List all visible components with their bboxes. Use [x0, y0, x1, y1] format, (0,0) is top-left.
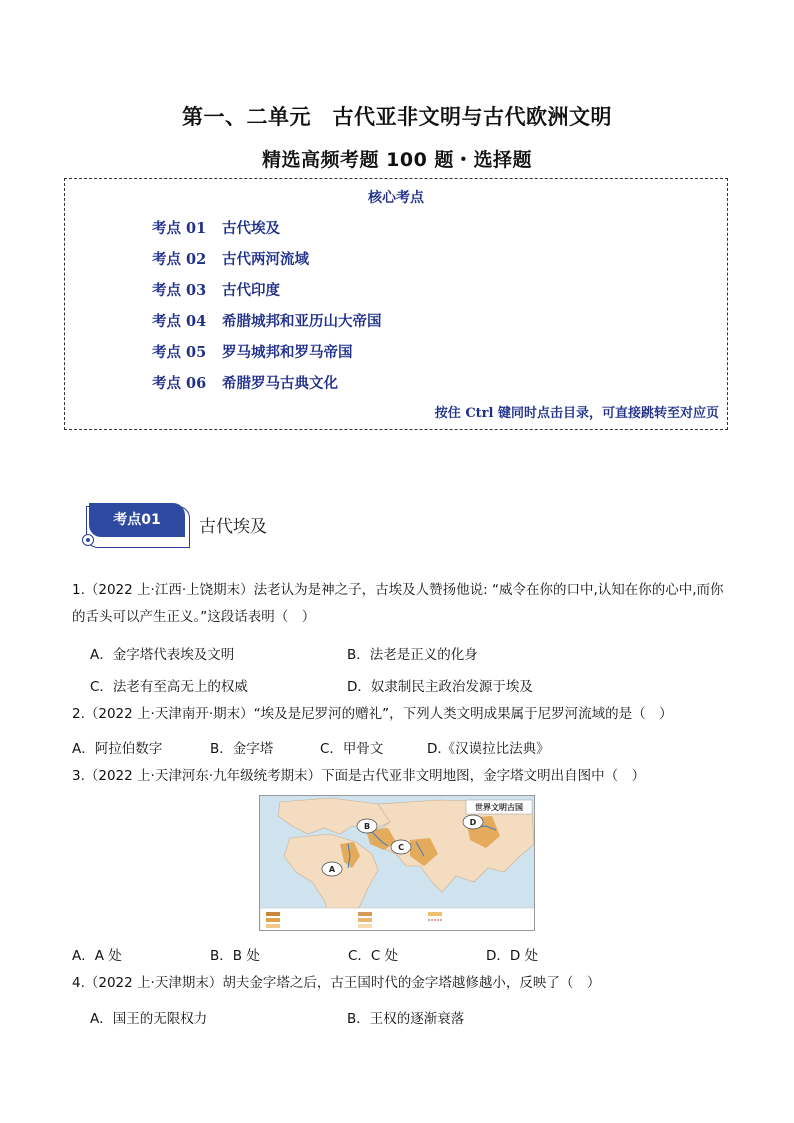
- q2-option-a[interactable]: A．阿拉伯数字: [72, 741, 163, 757]
- toc-item-02[interactable]: [152, 248, 309, 269]
- question-3-stem: 3.（2022 上·天津河东·九年级统考期末）下面是古代亚非文明地图，金字塔文明出自图中（ ）: [72, 768, 646, 784]
- toc-item-04[interactable]: [152, 310, 382, 331]
- section-badge: [80, 500, 192, 550]
- toc-item-label: 古代印度: [222, 282, 280, 299]
- toc-box: [64, 178, 728, 430]
- q1-option-a[interactable]: A．金字塔代表埃及文明: [90, 647, 235, 663]
- map-title: 世界文明古国: [475, 803, 523, 812]
- section-title: 古代埃及: [199, 517, 267, 537]
- page-subtitle: 精选高频考题 100 题・选择题: [262, 149, 532, 171]
- q2-option-c[interactable]: C．甲骨文: [320, 741, 384, 757]
- toc-item-code: 考点 06: [152, 375, 207, 392]
- toc-item-code: 考点 03: [152, 282, 207, 299]
- map-marker-c: [391, 840, 411, 854]
- q1-option-c[interactable]: C．法老有至高无上的权威: [90, 679, 248, 695]
- toc-item-label: 古代两河流域: [222, 251, 309, 268]
- map-legend-swatch: [266, 912, 280, 916]
- toc-note: 按住 Ctrl 键同时点击目录，可直接跳转至对应页: [434, 406, 719, 421]
- toc-item-03[interactable]: [152, 279, 280, 300]
- badge-dot-icon: [82, 534, 94, 546]
- toc-item-05[interactable]: [152, 341, 353, 362]
- badge-label: 考点01: [89, 503, 185, 537]
- map-legend-swatch: [266, 924, 280, 928]
- q1-option-b[interactable]: B．法老是正义的化身: [347, 647, 478, 663]
- map-marker-a-label: A: [328, 865, 336, 874]
- map-marker-c-label: C: [398, 843, 404, 852]
- toc-item-code: 考点 01: [152, 220, 207, 237]
- question-1-stem: 1.（2022 上·江西·上饶期末）法老认为是神之子，古埃及人赞扬他说: “威令在你的口中,认知在你的心中,而你的舌头可以产生正义。”这段话表明（ ）: [72, 582, 724, 625]
- toc-item-01[interactable]: [152, 217, 280, 238]
- map-marker-d: [463, 815, 483, 829]
- q4-option-b[interactable]: B．王权的逐渐衰落: [347, 1011, 465, 1027]
- q2-option-d[interactable]: D.《汉谟拉比法典》: [427, 741, 550, 757]
- map-legend-swatch: [358, 912, 372, 916]
- map-legend-swatch: [266, 918, 280, 922]
- page-title: 第一、二单元 古代亚非文明与古代欧洲文明: [182, 105, 612, 129]
- map-graphic: [260, 796, 535, 931]
- map-marker-a: [322, 862, 342, 876]
- toc-item-code: 考点 05: [152, 344, 207, 361]
- toc-item-label: 罗马城邦和罗马帝国: [222, 344, 353, 361]
- map-legend-swatch: [428, 912, 442, 916]
- toc-item-code: 考点 04: [152, 313, 207, 330]
- map-marker-b-label: B: [363, 822, 371, 831]
- q3-option-d[interactable]: D．D 处: [486, 948, 539, 964]
- toc-item-label: 希腊城邦和亚历山大帝国: [222, 313, 382, 330]
- question-2-stem: 2.（2022 上·天津南开·期末）“埃及是尼罗河的赠礼”，下列人类文明成果属于尼罗河流域的是（ ）: [72, 706, 673, 722]
- map-marker-b: [357, 819, 377, 833]
- toc-heading: 核心考点: [368, 190, 424, 206]
- civilization-map: [259, 795, 535, 931]
- map-marker-d-label: D: [469, 818, 477, 827]
- q2-option-b[interactable]: B．金字塔: [210, 741, 274, 757]
- map-legend-swatch: [358, 918, 372, 922]
- q3-option-c[interactable]: C．C 处: [348, 948, 399, 964]
- map-legend: [260, 908, 535, 931]
- q1-option-d[interactable]: D．奴隶制民主政治发源于埃及: [347, 679, 533, 695]
- toc-item-06[interactable]: [152, 372, 338, 393]
- map-legend-swatch: [358, 924, 372, 928]
- question-4-stem: 4.（2022 上·天津期末）胡夫金字塔之后，古王国时代的金字塔越修越小，反映了（ ）: [72, 975, 601, 991]
- q3-option-a[interactable]: A．A 处: [72, 948, 122, 964]
- toc-item-label: 希腊罗马古典文化: [222, 375, 338, 392]
- toc-item-code: 考点 02: [152, 251, 207, 268]
- q4-option-a[interactable]: A．国王的无限权力: [90, 1011, 208, 1027]
- q3-option-b[interactable]: B．B 处: [210, 948, 260, 964]
- toc-item-label: 古代埃及: [222, 220, 280, 237]
